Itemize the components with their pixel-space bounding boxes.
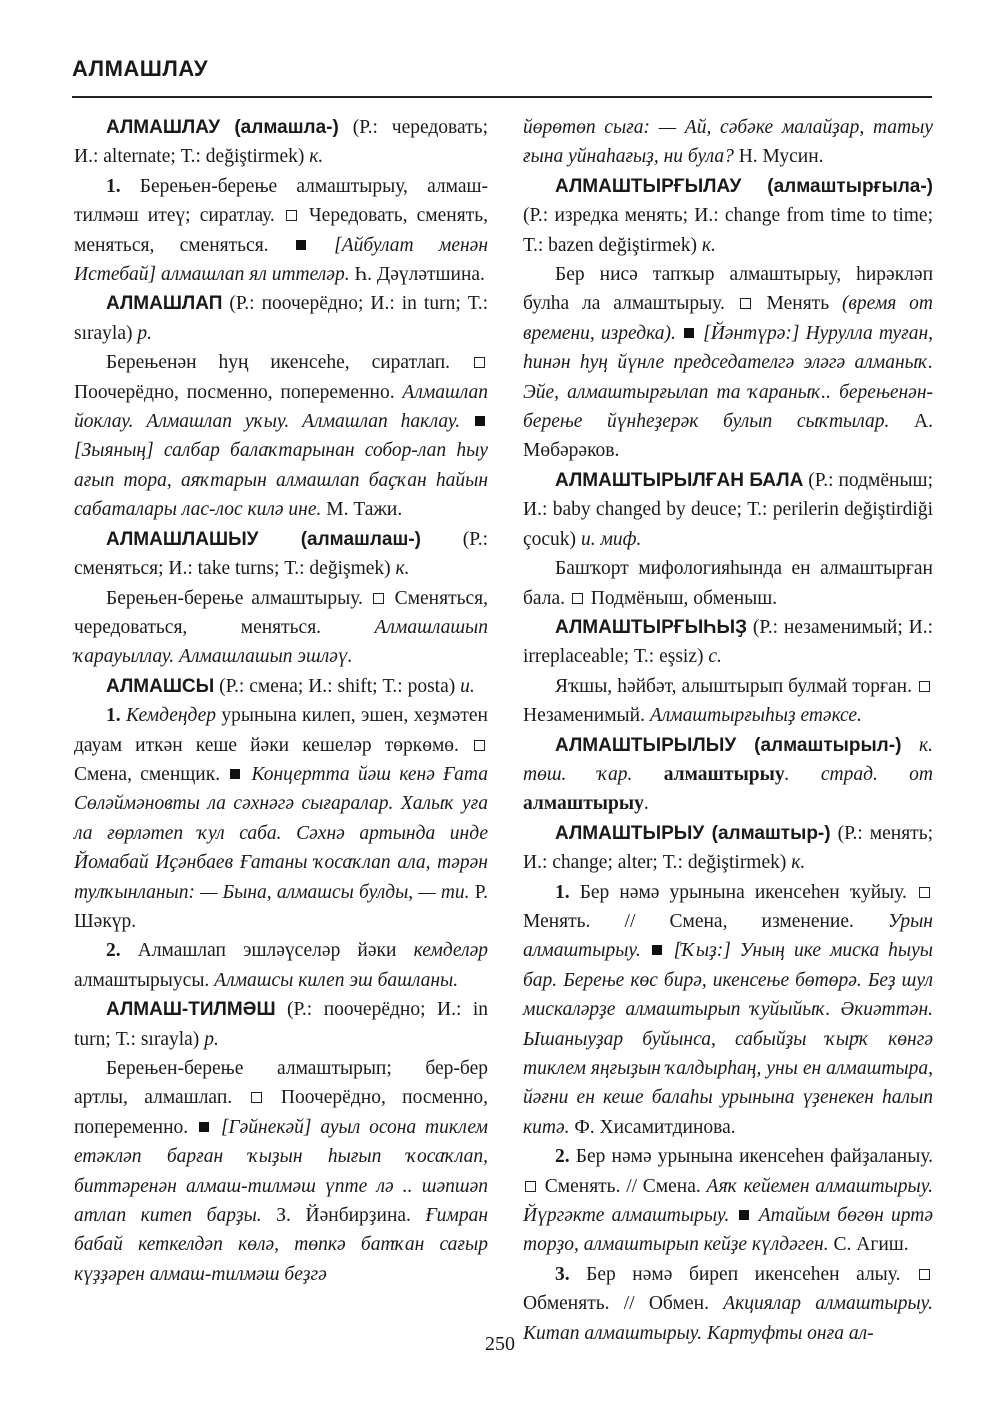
right-column [523, 113, 933, 1348]
pos: к. төш. ҡар. [523, 734, 934, 785]
headword: АЛМАШТЫРҒЫЛАУ (алмаштырғыла-) [555, 175, 933, 197]
italic-term: кемделәр [413, 940, 488, 962]
definition: Алмашлап эшләүселәр йәки [120, 940, 414, 962]
pos: и. [460, 675, 475, 697]
headword: АЛМАШТЫРҒЫҺЫҘ [555, 616, 748, 638]
example-square-icon [296, 240, 306, 250]
headword: АЛМАШТЫРЫЛҒАН БАЛА [555, 469, 804, 491]
pos: и. миф. [580, 528, 642, 550]
translation-box-icon [740, 298, 751, 309]
definition: Бер нәмә урынына икенсеһен файҙаланыу. [569, 1146, 933, 1168]
example: Урын алмаштырыу. [523, 910, 933, 962]
cross-reference: алмаштырыу [523, 793, 644, 815]
pos: . страд. от [784, 763, 933, 785]
example: [Ҡыҙ:] Уныӊ ике миска һыуы бар. Берење көс бирә, икенсење бөтөрә. Беҙ шул мискаләрҙе алмаштырып ҡуйыйыҡ. Әкиәттән. Ышаныуҙар буйынса, сабыйҙы ҡырҡ көнгә тиклем яӊғыҙын ҡалдырһаӊ, уны ен алмаштыра, йәғни ен кеше балаһы урынына үҙенекен һалып китә. [523, 940, 933, 1138]
grammar-note: (Р.: менять; И.: change; alter; Т.: değiştirmek) [523, 822, 933, 874]
pos: р. [137, 322, 152, 344]
sense-number: 1. [106, 175, 121, 197]
translation-box-icon [474, 357, 485, 368]
headword: АЛМАШЛАУ (алмашла-) [106, 117, 339, 138]
russian-translation: Чередовать, сменять, меняться, сменяться. [74, 205, 489, 256]
left-column [74, 113, 488, 1289]
example: Концертта йәш кенә Ғата Сөләймәновты ла сәхнәгә сығаралар. Халыҡ уға ла ғөрләтеп ҡул саба. Сәхнә артында инде Йомабай Иҫәнбаев Ғатаны ҡосаҡлап ала, тәрән тулҡынланып: — Бына, алмашсы булды, — ти. [74, 763, 488, 903]
translation-box-icon [919, 887, 930, 898]
definition-line [523, 554, 933, 613]
entry-almashtyrylyu [523, 731, 933, 819]
source: Ф. Хисамитдинова. [569, 1116, 736, 1138]
example: Атайым бөгөн иртә торҙо, алмаштырып кейҙе күлдәген. [523, 1205, 934, 1256]
running-header: АЛМАШЛАУ [72, 56, 209, 81]
grammar-note: (Р.: смена; И.: shift; Т.: posta) [214, 675, 461, 697]
example-square-icon [230, 769, 240, 779]
russian-translation: Подмёныш, обменыш. [585, 587, 778, 609]
definition-line [74, 1054, 488, 1289]
entry-almashtyrgylau [523, 172, 933, 260]
entry-almashtyryu [523, 819, 933, 878]
pos: к. [395, 558, 410, 580]
sense-2 [523, 1142, 933, 1260]
translation-box-icon [286, 210, 297, 221]
definition-line [74, 584, 488, 672]
italic-term: Кемдеӊдер [120, 705, 217, 727]
definition: урынына килеп, эшен, хеҙмәтен дауам иткән кеше йәки кешеләр төркөмө. [74, 705, 488, 756]
definition: Берењен-берење алмаштырыу. [106, 587, 363, 609]
cross-reference: алмаштырыу [663, 763, 785, 785]
headword: АЛМАШТЫРЫУ (алмаштыр-) [555, 822, 831, 844]
translation-box-icon [525, 1181, 536, 1192]
definition: Берењенән һуң икенсеһе, сиратлап. [106, 352, 451, 374]
example: [Зыяныӊ] салбар балаҡтарынан собор-лап һыу ағып тора, аяҡтарын алмашлап баҫҡан һайын сабаталары лас-лос килә ине. [74, 440, 488, 521]
definition: Берењен-берење алмаштырыу, алмаш-тилмәш итеү; сиратлау. [74, 175, 488, 227]
sense-number: 2. [106, 940, 121, 962]
sense-number: 2. [555, 1146, 570, 1168]
entry-almashsy [74, 672, 488, 701]
grammar-note: (Р.: изредка менять; И.: change from time to time; Т.: bazen değiştirmek) [523, 205, 933, 256]
headword: АЛМАШСЫ [106, 675, 215, 697]
headword: АЛМАШТЫРЫЛЫУ (алмаштырыл-) [555, 734, 902, 756]
source: З. Йәнбирҙина. [261, 1205, 426, 1227]
definition: Берењен-берење алмаштырып; бер-бер артлы, алмашлап. [74, 1058, 488, 1109]
translation-box-icon [919, 681, 930, 692]
russian-translation: Смена, сменщик. [74, 763, 229, 785]
sense-number: 1. [106, 705, 121, 727]
russian-translation: Поочерёдно, посменно, попеременно. [74, 381, 403, 403]
entry-almashlashyu [74, 525, 488, 584]
pos: р. [204, 1028, 219, 1050]
headword: АЛМАШЛАШЫУ (алмашлаш-) [106, 528, 421, 550]
example: Алмашсы килеп эш башланы. [214, 969, 459, 991]
source: М. Тажи. [321, 499, 403, 521]
punctuation: . [643, 793, 649, 815]
grammar-note: (Р.: поочерёдно; И.: in turn; Т.: sırayla) [74, 999, 488, 1050]
definition-line [523, 672, 933, 731]
translation-box-icon [919, 1269, 930, 1280]
example-square-icon [199, 1122, 209, 1132]
example-square-icon [475, 416, 485, 426]
definition: Бер нисә тапҡыр алмаштырыу, һирәкләп булһа ла алмаштырыу. [523, 264, 933, 315]
sense-number: 1. [555, 881, 570, 903]
pos: к. [791, 852, 806, 874]
entry-almashtyrgyhyz [523, 613, 933, 672]
russian-translation: Незаменимый. [523, 705, 650, 727]
example: Акциялар алмаштырыу. Китап алмаштырыу. Картуфты онға ал- [523, 1293, 933, 1344]
russian-translation: Поочерёдно, посменно, попеременно. [74, 1087, 489, 1138]
russian-translation: Сменяться, чередоваться, меняться. [74, 587, 489, 638]
sense-number: 3. [555, 1263, 570, 1285]
definition: Бер нәмә урынына икенсеһен ҡуйыу. [569, 881, 907, 903]
grammar-note: (Р.: поочерёдно; И.: in turn; Т.: sırayla) [74, 293, 488, 344]
pos: с. [708, 646, 722, 668]
entry-almashlau [74, 113, 488, 172]
grammar-note: (Р.: незаменимый; И.: irreplaceable; Т.: eşsiz) [523, 616, 933, 668]
source: С. Агиш. [828, 1234, 909, 1256]
example-square-icon [739, 1210, 749, 1220]
translation-box-icon [572, 593, 583, 604]
russian-note: (время от времени, изредка). [523, 293, 933, 344]
sense-1 [74, 701, 488, 936]
definition: алмаштырыусы. [74, 969, 215, 991]
definition: Яҡшы, һәйбәт, алыштырып булмай торған. [555, 675, 912, 697]
translation-box-icon [474, 740, 485, 751]
grammar-note: (Р.: сменяться; И.: take turns; Т.: değişmek) [74, 528, 488, 580]
example: [Йәнтүрә:] Нурулла туған, һинән һуӊ йүнле председателгә эләгә алманыҡ. Эйе, алмаштырғылап та ҡараныҡ.. берењенән-берење йүнһеҙерәк булып сыҡтылар. [523, 322, 934, 433]
example: [Гәйнекәй] ауыл осона тиклем етәкләп барған ҡыҙын һығып ҡосаҡлап, биттәренән алмаш-тилмәш үпте лә .. шәпшәп атлап китеп барҙы. [74, 1116, 488, 1227]
sense-2 [74, 936, 488, 995]
source: Р. Шәкүр. [74, 881, 488, 932]
russian-translation: Сменять. // Смена. [539, 1175, 707, 1197]
example: йөрөтөп сыға: — Ай, сәбәке малайҙар, татыу ғына уйнаһағыҙ, ни була? [523, 117, 933, 168]
russian-translation: Менять [753, 293, 842, 315]
example: Аяҡ кейемен алмаштырыу. Йүргәкте алмаштырыу. [523, 1175, 933, 1227]
sense-1 [74, 172, 488, 290]
translation-box-icon [251, 1092, 262, 1103]
source: Һ. Дәүләтшина. [349, 264, 485, 286]
definition-line [74, 348, 488, 524]
definition: Бер нәмә биреп икенсеһен алыу. [569, 1263, 901, 1285]
translation-box-icon [373, 593, 384, 604]
example: Алмашлап йоклау. Алмашлап уҡыу. Алмашлап һаклау. [74, 381, 488, 433]
source: А. Мөбәрәков. [523, 411, 933, 462]
example: Алмашлашып ҡарауыллау. Алмашлашып эшләү. [74, 616, 488, 668]
entry-almash-tilmash [74, 995, 488, 1054]
headword: АЛМАШЛАП [106, 293, 223, 315]
example: Ғимран бабай кеткелдәп көлә, төпкә батҡан сағыр күҙҙәрен алмаш-тилмәш беҙгә [74, 1205, 488, 1285]
russian-translation: Менять. // Смена, изменение. [523, 910, 889, 932]
headword: АЛМАШ-ТИЛМӘШ [106, 999, 276, 1021]
grammar-note: (Р.: подмёныш; И.: baby changed by deuce; Т.: perilerin değiştirdiği çocuk) [523, 469, 933, 550]
pos: к. [309, 146, 324, 168]
entry-almashtyrylgan-bala [523, 466, 933, 554]
entry-almashlap [74, 289, 488, 348]
page-number: 250 [485, 1333, 515, 1355]
header-rule [72, 96, 932, 98]
continued-example [523, 113, 933, 172]
example: Алмаштырғыһыҙ етәксе. [649, 705, 862, 727]
example-square-icon [652, 945, 662, 955]
source: Н. Мусин. [733, 146, 824, 168]
example-square-icon [684, 328, 694, 338]
pos: к. [701, 234, 716, 256]
grammar-note: (Р.: чередовать; И.: alternate; Т.: değiştirmek) [74, 117, 488, 168]
example: [Айбулат менән Истебай] алмашлап ял иттеләр. [74, 234, 489, 286]
definition-line [523, 260, 933, 466]
russian-translation: Обменять. // Обмен. [523, 1293, 724, 1315]
definition: Башҡорт мифологияһында ен алмаштырған бала. [523, 558, 933, 609]
sense-1 [523, 878, 933, 1143]
